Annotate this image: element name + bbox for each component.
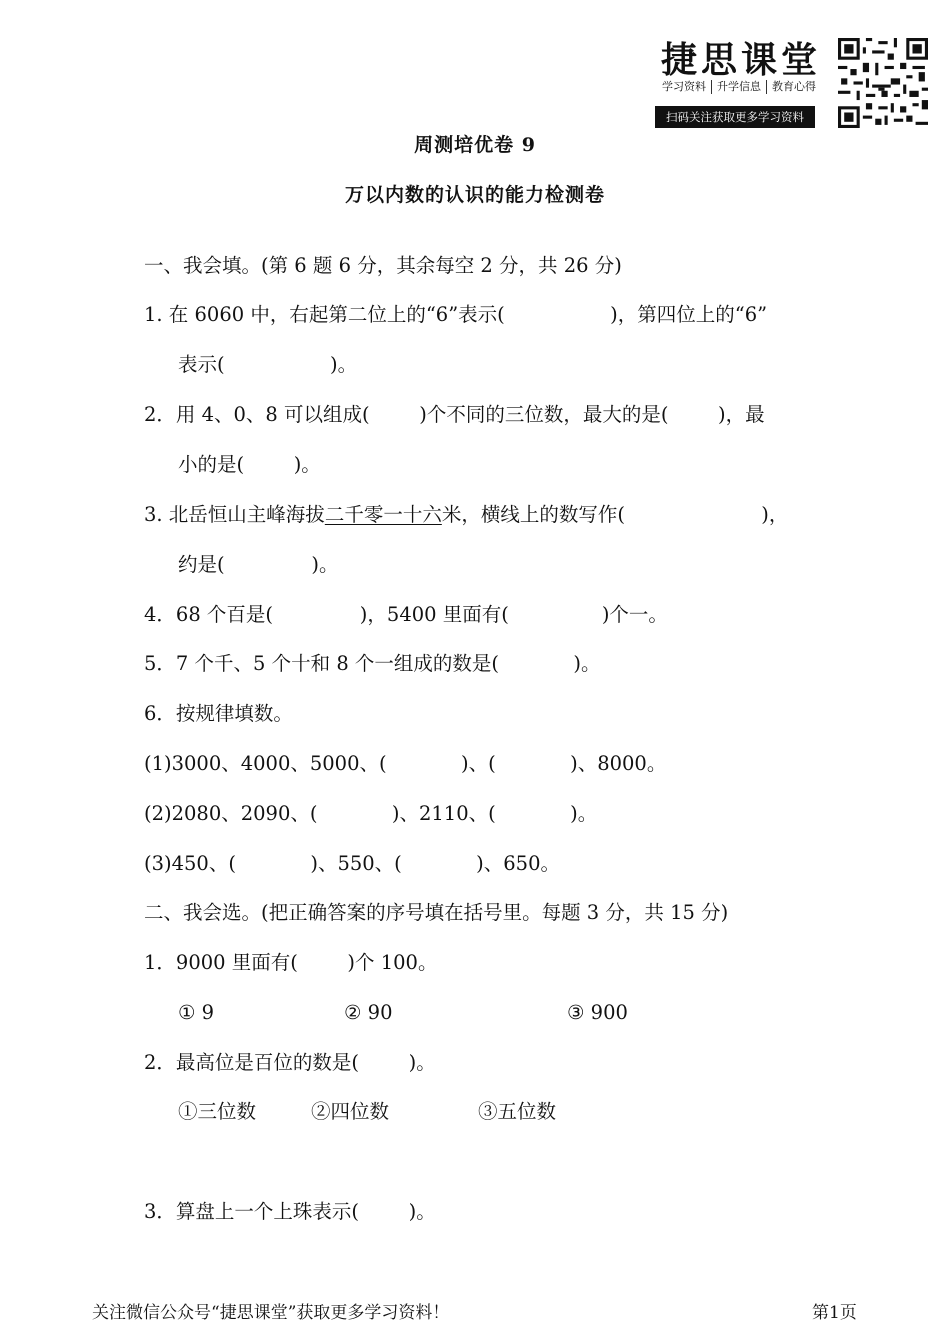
brand-name: 捷思课堂 (661, 39, 822, 81)
choice-1-option-a: ① 9 (178, 1001, 215, 1024)
question-1-line-2: 表示( )。 (178, 353, 358, 376)
brand-banner: 扫码关注获取更多学习资料 (655, 106, 815, 128)
question-4: 4．68 个百是( )，5400 里面有( )个一。 (144, 603, 668, 626)
section1-heading: 一、我会填。(第 6 题 6 分，其余每空 2 分，共 26 分) (144, 254, 622, 277)
question-6-1: (1)3000、4000、5000、( )、( )、8000。 (144, 752, 667, 775)
page-subtitle: 万以内数的认识的能力检测卷 (344, 184, 605, 206)
brand-tag: 教育心得 (772, 80, 816, 93)
question-6: 6．按规律填数。 (144, 702, 293, 725)
question-5: 5．7 个千、5 个十和 8 个一组成的数是( )。 (144, 652, 601, 675)
question-3-prefix: 3. 北岳恒山主峰海拔 (144, 503, 325, 526)
brand-tag: 升学信息 (712, 80, 767, 94)
choice-1-option-c: ③ 900 (567, 1001, 628, 1024)
question-6-3: (3)450、( )、550、( )、650。 (144, 852, 560, 875)
choice-1-option-b: ② 90 (344, 1001, 393, 1024)
page-number: 第1页 (812, 1303, 857, 1323)
question-3-suffix: 米，横线上的数写作( )， (441, 503, 789, 526)
question-2-line-2: 小的是( )。 (178, 453, 321, 476)
question-3-line-2: 约是( )。 (178, 553, 339, 576)
choice-question-3: 3．算盘上一个上珠表示( )。 (144, 1200, 436, 1223)
question-1-line-1: 1. 在 6060 中，右起第二位上的“6”表示( )，第四位上的“6” (144, 303, 768, 326)
brand-tag: 学习资料 (657, 80, 712, 94)
choice-2-option-a: ①三位数 (178, 1100, 257, 1123)
choice-2-option-b: ②四位数 (311, 1100, 390, 1123)
footer-note: 关注微信公众号“捷思课堂”获取更多学习资料！ (92, 1303, 450, 1323)
section2-heading: 二、我会选。(把正确答案的序号填在括号里。每题 3 分，共 15 分) (144, 901, 729, 924)
brand-tags (657, 80, 821, 94)
page-title: 周测培优卷 9 (414, 134, 536, 156)
question-2-line-1: 2．用 4、0、8 可以组成( )个不同的三位数，最大的是( )，最 (144, 403, 765, 426)
choice-question-2: 2．最高位是百位的数是( )。 (144, 1051, 436, 1074)
qr-code-icon (838, 38, 928, 128)
question-3-underlined: 二千零一十六 (324, 503, 442, 526)
question-3-line-1 (144, 502, 788, 528)
question-6-2: (2)2080、2090、( )、2110、( )。 (144, 802, 598, 825)
choice-question-1: 1．9000 里面有( )个 100。 (144, 951, 438, 974)
choice-2-option-c: ③五位数 (478, 1100, 557, 1123)
